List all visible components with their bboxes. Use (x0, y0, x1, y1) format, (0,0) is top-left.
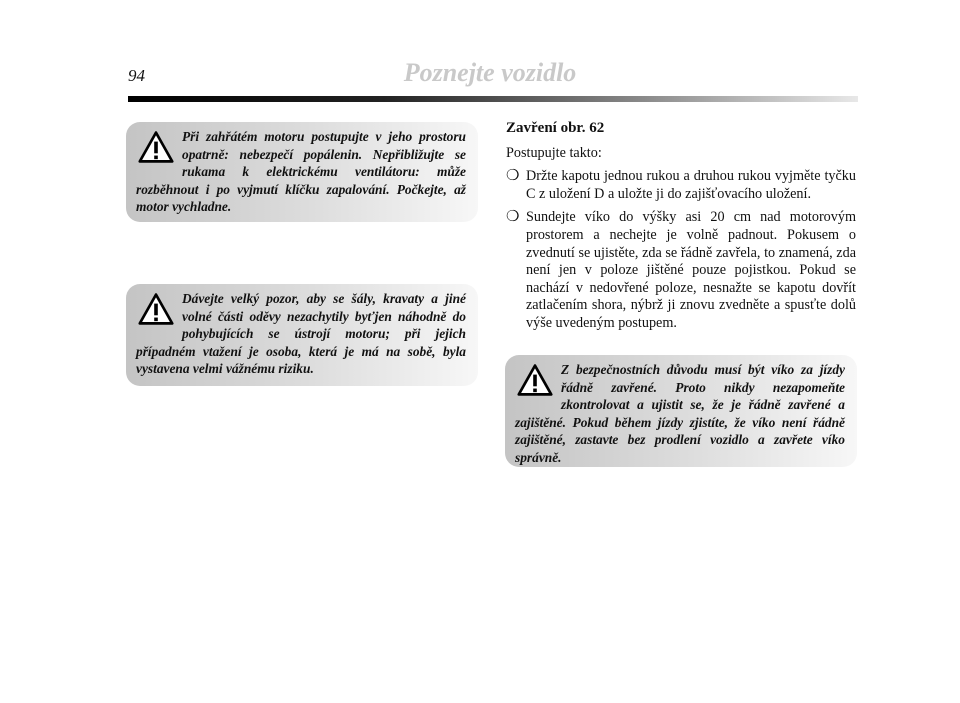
warning-triangle-icon (517, 363, 553, 397)
warning-box (126, 284, 478, 386)
section-intro: Postupujte takto: (506, 144, 602, 161)
section-heading: Zavření obr. 62 (506, 120, 605, 136)
header-rule (128, 96, 858, 102)
warning-box (505, 355, 857, 467)
warning-triangle-icon (138, 292, 174, 326)
list-item (506, 209, 856, 332)
warning-box (126, 122, 478, 222)
warning-triangle-icon (138, 130, 174, 164)
page-title: Poznejte vozidlo (403, 58, 577, 87)
warning-text: Při zahřátém motoru postupujte v jeho prostoru opatrně: nebezpečí popálenin. Nepřibližujte se rukama k elektrickému ventilátoru: může rozběhnout i po vyjmutí klíčku zapalování. Počkejte, až motor vychladne. (136, 129, 466, 215)
step-text: Sundejte víko do výšky asi 20 cm nad motorovým prostorem a nechejte je volně padnout. Pokusem o zvednutí se ujistěte, zda se řádně zavřela, to znamená, zda není jen v poloze jištěné pouze pojistkou. Pokud se nachází v nedovřené poloze, nesnažte se kapotu dovřít zatlačením shora, nýbrž ji znovu zvedněte a spusťte dolů výše uvedeným postupem. (526, 209, 856, 331)
steps-list (506, 168, 856, 332)
warning-text: Dávejte velký pozor, aby se šály, kravaty a jiné volné části oděvy nezachytily byťjen náhodně do pohybujících se ústrojí motoru; při jejich případném vtažení je osoba, která je má na sobě, byla vystavena velmi vážnému riziku. (136, 291, 466, 377)
list-item (506, 168, 856, 203)
bullet-circle-icon: ❍ (506, 209, 520, 226)
page-number: 94 (128, 66, 145, 85)
bullet-circle-icon: ❍ (506, 168, 520, 185)
step-text: Držte kapotu jednou rukou a druhou rukou vyjměte tyčku C z uložení D a uložte ji do zajišťovacího uložení. (526, 168, 856, 202)
closing-section (506, 120, 856, 339)
warning-text: Z bezpečnostních důvodu musí být víko za jízdy řádně zavřené. Proto nikdy nezapomeňte zkontrolovat a ujistit se, že je řádně zavřené a zajištěné. Pokud během jízdy zjistíte, že víko není řádně zajištěné, zastavte bez prodlení vozidlo a zavřete víko správně. (515, 362, 845, 465)
